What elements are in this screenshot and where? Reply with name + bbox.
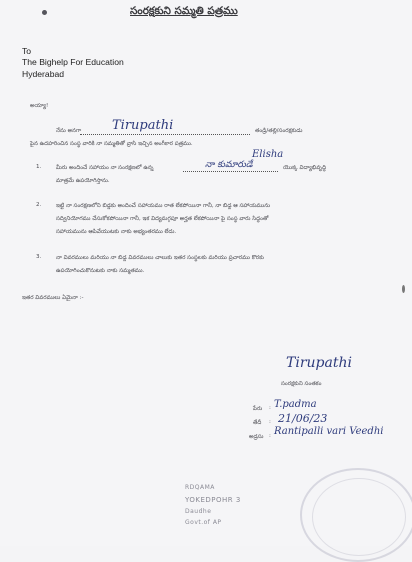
parent-name-handwritten: Tirupathi [112,118,174,133]
stamp-bleed-text: Govt.of AP [185,519,222,526]
round-stamp-inner-mark [312,478,406,556]
scan-speck [402,285,405,293]
field-label-date: తేదీ [253,420,262,426]
item-number: 3. [36,254,42,260]
item-1-text-line2: మాత్రమే ఉపయోగిస్తాను. [56,178,110,184]
recipient-org: The Bighelp For Education [22,57,124,67]
stamp-bleed-text: RDQAMA [185,484,215,491]
name-dotted-line [80,134,250,135]
salutation: అయ్యా! [30,103,49,109]
item-2-text-line3: సహాయమును ఆపివేయుటకు నాకు అభ్యంతరము లేదు. [56,229,177,235]
intro-line2: పైన ఉదహరించిన సంస్థ వారికి నా సమ్మతితో వ్రాసి ఇచ్చిన అంగీకార పత్రము. [30,141,193,147]
recipient-city: Hyderabad [22,69,65,79]
field-value-address: Rantipalli vari Veedhi [274,426,384,437]
field-colon: : [269,405,271,411]
stamp-bleed-text: Daudhe [185,508,212,515]
field-value-date: 21/06/23 [278,412,328,425]
stamp-bleed-text: YOKEDPOHR 3 [185,496,241,504]
child-name-handwritten: Elisha [252,149,284,160]
field-value-name: T.padma [274,399,317,410]
item-number: 2. [36,202,42,208]
child-relation-handwritten: నా కుమారుడే [205,160,253,170]
field-colon: : [269,433,271,439]
to-label: To [22,46,32,56]
item-2-text-line1: ఇట్టి నా సంరక్షణలోని బిడ్డకు అందించే సహాయము రాత లేకపోయినా గానీ, నా బిడ్డ ఆ సహాయమును [56,203,271,209]
intro-suffix: తండ్రి/తల్లి/సంరక్షకుడు [255,128,303,134]
intro-prefix: నేను అనగా [56,128,82,134]
document-title: సంరక్షకుని సమ్మతి పత్రము [130,5,238,17]
item-3-text-line1: నా వివరములు మరియు నా బిడ్డ వివరములు చాలుకు ఇతర సంస్థలకు మరియు ప్రచారము కొరకు [56,255,264,261]
item-3-text-line2: ఉపయోగించుకొనుటకు నాకు సమ్మతము. [56,268,145,274]
item-1-text-a: మీరు అందించే సహాయం నా సంరక్షణలో ఉన్న [56,165,154,171]
guardian-signature: Tirupathi [286,355,352,371]
field-colon: : [269,419,271,425]
field-label-name: పేరు [253,406,263,412]
item-2-text-line2: సద్వినియోగము చేసుకోకపోయినా గానీ, ఇక విద్యమగ్గపూ అర్హత లేకపోయినా పై సంస్థ వారు సిద్ధంతో [56,216,269,222]
field-label-address: అడ్రసు [249,434,264,440]
item-1-text-b: యొక్క విద్యాభివృద్ధి [283,165,327,171]
other-details-label: ఇతర వివరములు ఏమైనా :- [22,295,84,301]
signature-label: సంరక్షకుని సంతకం [281,381,322,387]
item-number: 1. [36,164,42,170]
scan-speck [42,10,47,15]
